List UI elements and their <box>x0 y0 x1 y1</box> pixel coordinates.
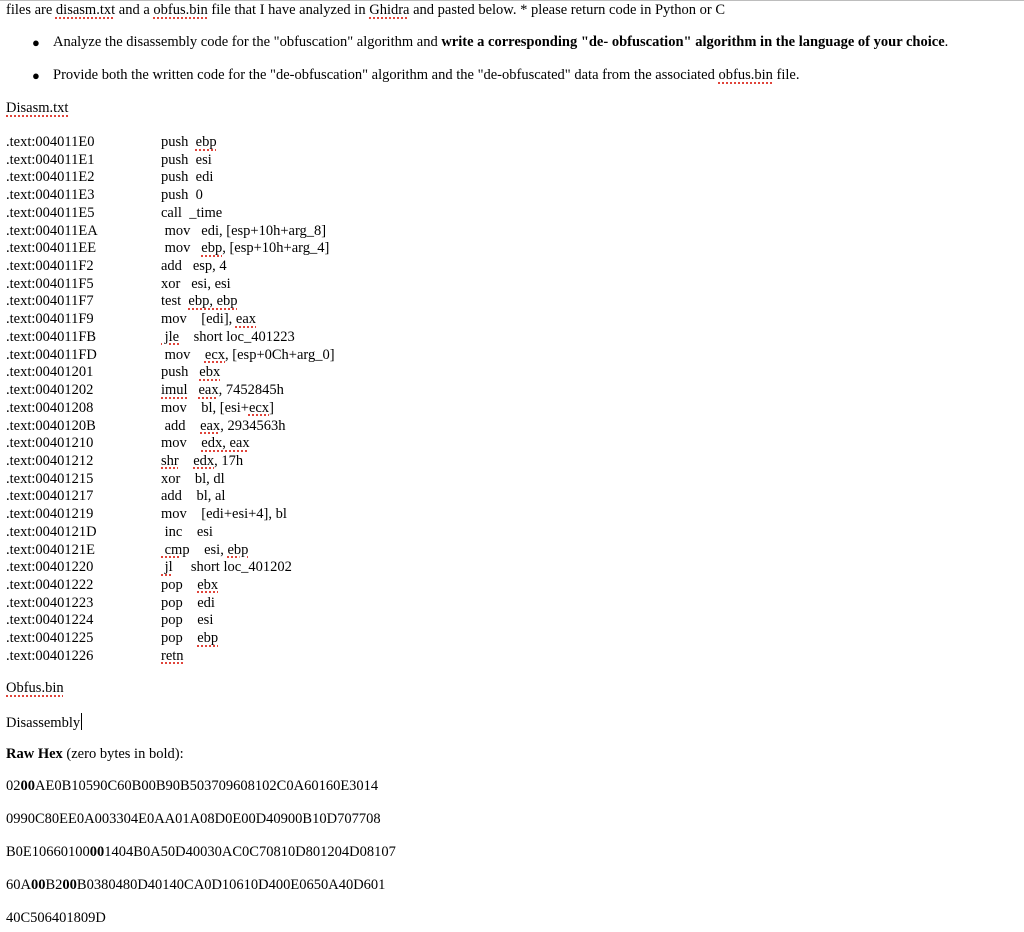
disasm-address: .text:00401217 <box>6 488 94 505</box>
disasm-address: .text:0040120B <box>6 417 96 434</box>
disasm-opcode: pop <box>161 576 183 593</box>
hex-line <box>6 778 378 796</box>
disasm-instruction <box>161 205 222 223</box>
disasm-opcode: call <box>161 204 182 221</box>
intro-text-4: and pasted below. * please return code in Python or C <box>409 2 726 18</box>
disasm-instruction <box>161 258 227 276</box>
disasm-instruction <box>161 595 215 613</box>
disasm-operand: eax <box>235 311 257 328</box>
disasm-address: .text:00401223 <box>6 594 94 611</box>
disasm-opcode: push <box>161 169 189 186</box>
hex-segment: 1404B0A50D40030AC0C70810D801204D08107 <box>104 844 396 860</box>
disasm-address: .text:00401219 <box>6 506 94 523</box>
disasm-instruction <box>161 293 238 311</box>
disasm-operand: edi, [esp+10h+arg_8] <box>197 222 327 239</box>
disasm-instruction <box>161 577 218 595</box>
disasm-opcode: jle <box>161 328 180 345</box>
disasm-instruction <box>161 400 274 418</box>
disasm-opcode: jl <box>161 559 173 576</box>
disasm-instruction <box>161 187 203 205</box>
hex-segment: B0380480D40140CA0D10610D400E0650A40D601 <box>76 877 386 893</box>
disasm-address: .text:004011E5 <box>6 204 95 221</box>
task-item-2-text <box>53 67 799 85</box>
disasm-operand: [edi], <box>194 311 236 328</box>
hex-zero-byte: 00 <box>20 778 35 794</box>
disasm-operand: esi <box>189 523 213 540</box>
disasm-instruction <box>161 648 184 666</box>
disasm-opcode: add <box>161 258 182 275</box>
disasm-instruction <box>161 559 292 577</box>
disasm-address: .text:00401201 <box>6 364 94 381</box>
disasm-instruction <box>161 471 225 489</box>
hex-line <box>6 910 106 928</box>
hex-zero-byte: 00 <box>89 844 105 860</box>
disasm-operand: , 2934563h <box>220 417 286 434</box>
disasm-opcode: xor <box>161 275 181 292</box>
disasm-operand <box>193 418 200 434</box>
disasm-instruction <box>161 506 287 524</box>
text-cursor <box>81 713 82 730</box>
hex-segment: 40C506401809D <box>6 910 106 926</box>
disasm-operand: ebx <box>199 364 221 381</box>
disasm-address: .text:004011E0 <box>6 134 95 150</box>
disasm-opcode: xor <box>161 470 181 487</box>
hex-segment: 60A <box>6 877 31 893</box>
disasm-instruction <box>161 329 295 347</box>
disasm-address: .text:004011F2 <box>6 258 94 275</box>
disasm-opcode: imul <box>161 382 188 399</box>
disasm-operand: bl, [esi+ <box>194 399 249 416</box>
disasm-opcode: pop <box>161 594 183 611</box>
disasm-opcode: mov <box>161 222 191 239</box>
disasm-instruction <box>161 169 213 187</box>
disasm-opcode: mov <box>161 506 187 523</box>
disasm-operand: esi, <box>196 541 228 558</box>
task-item-2-file: obfus.bin <box>718 67 773 83</box>
intro-tool: Ghidra <box>369 2 410 18</box>
disasm-opcode: mov <box>161 399 187 416</box>
hex-line <box>6 877 385 895</box>
disasm-operand: esi <box>190 612 214 629</box>
disasm-opcode: mov <box>161 435 187 452</box>
disasm-instruction <box>161 276 231 294</box>
hex-line <box>6 811 381 829</box>
disasm-address: .text:004011E2 <box>6 169 95 186</box>
disasm-heading: Disasm.txt <box>6 100 69 116</box>
hex-segment: 0990C80EE0A003304E0AA01A08D0E00D40900B10D707708 <box>6 811 381 827</box>
disasm-operand: esi <box>195 151 212 168</box>
disasm-address: .text:00401212 <box>6 452 94 469</box>
disassembly-label-line[interactable] <box>6 713 82 733</box>
disasm-opcode: add <box>161 417 186 434</box>
disasm-instruction <box>161 630 218 648</box>
disasm-address: .text:004011F5 <box>6 275 94 292</box>
disasm-operand <box>198 347 205 363</box>
disasm-opcode: shr <box>161 452 179 469</box>
task-item-2-post: file. <box>772 67 800 83</box>
hex-segment: B0E10660100 <box>6 844 90 860</box>
intro-file-disasm: disasm.txt <box>55 2 116 18</box>
disasm-operand: short loc_401223 <box>186 328 295 345</box>
disasm-operand: ebp <box>195 134 217 150</box>
rawhex-caption <box>6 746 184 764</box>
bullet-icon: ● <box>32 35 40 50</box>
disasm-operand: edx, eax <box>201 435 250 452</box>
disasm-opcode: push <box>161 134 189 150</box>
disasm-address: .text:004011FD <box>6 346 97 363</box>
disasm-operand: short loc_401202 <box>179 559 292 576</box>
disasm-operand: bl, al <box>189 488 226 505</box>
disasm-opcode: mov <box>161 311 187 328</box>
disasm-operand: 0 <box>195 187 203 204</box>
bullet-icon: ● <box>32 68 40 83</box>
disasm-opcode: push <box>161 151 189 168</box>
hex-zero-byte: 00 <box>62 877 77 893</box>
disasm-address: .text:0040121E <box>6 541 96 558</box>
disasm-instruction <box>161 524 213 542</box>
hex-line <box>6 844 396 862</box>
disasm-instruction <box>161 311 256 329</box>
disasm-opcode: push <box>161 187 189 204</box>
disasm-opcode: mov <box>161 240 191 257</box>
disasm-instruction <box>161 347 335 365</box>
disasm-operand: edx <box>193 452 215 469</box>
task-item-2-pre: Provide both the written code for the "de-obfuscation" algorithm and the "de-obfuscated" data from the associated <box>53 67 719 83</box>
hex-zero-byte: 00 <box>30 877 46 893</box>
disassembly-label: Disassembly <box>6 715 81 731</box>
disasm-operand: eax <box>198 382 219 399</box>
intro-text-2: and a <box>115 2 154 18</box>
disasm-instruction <box>161 612 213 630</box>
disasm-address: .text:00401210 <box>6 435 94 452</box>
task-item-1-pre: Analyze the disassembly code for the "obfuscation" algorithm and <box>53 34 442 50</box>
disasm-instruction <box>161 240 329 258</box>
disasm-address: .text:00401202 <box>6 382 94 399</box>
disasm-operand: ebp, ebp <box>188 293 238 310</box>
disasm-operand: ecx <box>248 399 270 416</box>
disasm-operand: eax <box>200 417 221 434</box>
disasm-address: .text:004011EA <box>6 222 98 239</box>
disasm-address: .text:00401208 <box>6 399 94 416</box>
disasm-address: .text:00401220 <box>6 559 94 576</box>
intro-text-3: file that I have analyzed in <box>207 2 370 18</box>
disasm-address: .text:004011EE <box>6 240 97 257</box>
disasm-operand: ebx <box>197 576 219 593</box>
disasm-address: .text:00401222 <box>6 576 94 593</box>
intro-line <box>6 2 725 20</box>
disasm-address: .text:004011F7 <box>6 293 94 310</box>
disasm-opcode: pop <box>161 612 183 629</box>
disasm-operand: , [esp+10h+arg_4] <box>222 240 330 257</box>
disasm-address: .text:00401215 <box>6 470 94 487</box>
disasm-operand: esi, esi <box>187 275 231 292</box>
disasm-opcode: inc <box>161 523 183 540</box>
hex-segment: AE0B10590C60B00B90B503709608102C0A60160E3014 <box>35 778 379 794</box>
disasm-opcode: cmp <box>161 541 190 558</box>
disasm-instruction <box>161 435 250 453</box>
disasm-opcode: add <box>161 488 182 505</box>
disasm-opcode: push <box>161 364 189 381</box>
disasm-address: .text:004011E1 <box>6 151 95 168</box>
disasm-instruction <box>161 542 248 560</box>
disasm-opcode: retn <box>161 647 184 664</box>
disasm-instruction <box>161 488 225 506</box>
disasm-operand: [edi+esi+4], bl <box>194 506 287 523</box>
disasm-operand: ebp <box>197 630 219 647</box>
disasm-instruction <box>161 382 284 400</box>
disasm-address: .text:00401224 <box>6 612 94 629</box>
disasm-address: .text:0040121D <box>6 523 97 540</box>
disasm-operand: ebp <box>201 240 223 257</box>
hex-segment: 02 <box>6 778 21 794</box>
disasm-instruction <box>161 152 212 170</box>
task-item-1-post: . <box>944 34 949 50</box>
disasm-operand: edi <box>190 594 215 611</box>
disasm-opcode: pop <box>161 630 183 647</box>
disasm-address: .text:004011F9 <box>6 311 94 328</box>
disasm-operand: , 17h <box>214 452 244 469</box>
disasm-operand: bl, dl <box>187 470 225 487</box>
disasm-address: .text:004011E3 <box>6 187 95 204</box>
disasm-operand: esp, 4 <box>189 258 227 275</box>
disasm-operand: ] <box>269 399 274 416</box>
task-item-1-bold: write a corresponding "de- obfuscation" algorithm in the language of your choice <box>441 34 945 50</box>
disasm-address: .text:00401225 <box>6 630 94 647</box>
disasm-address: .text:00401226 <box>6 647 94 664</box>
disasm-opcode: mov <box>161 346 191 363</box>
disasm-operand: ecx <box>204 346 226 363</box>
obfus-heading: Obfus.bin <box>6 680 64 696</box>
rawhex-caption-bold: Raw Hex <box>6 746 63 762</box>
disasm-instruction <box>161 418 285 436</box>
intro-text-1: files are <box>6 2 56 18</box>
top-border <box>0 0 1024 1</box>
task-item-1-text <box>53 34 948 52</box>
disasm-operand: ebp <box>227 541 249 558</box>
intro-file-obfus: obfus.bin <box>153 2 208 18</box>
disasm-instruction <box>161 223 326 241</box>
hex-segment: B2 <box>45 877 63 893</box>
disasm-operand: , 7452845h <box>218 382 284 399</box>
disasm-instruction <box>161 134 217 152</box>
disasm-address: .text:004011FB <box>6 328 97 345</box>
disasm-instruction <box>161 364 220 382</box>
disasm-operand: , [esp+0Ch+arg_0] <box>225 346 335 363</box>
disasm-operand: _time <box>189 204 223 221</box>
rawhex-caption-rest: (zero bytes in bold): <box>62 746 184 762</box>
disasm-opcode: test <box>161 293 182 310</box>
disasm-instruction <box>161 453 243 471</box>
disasm-operand: edi <box>195 169 214 186</box>
